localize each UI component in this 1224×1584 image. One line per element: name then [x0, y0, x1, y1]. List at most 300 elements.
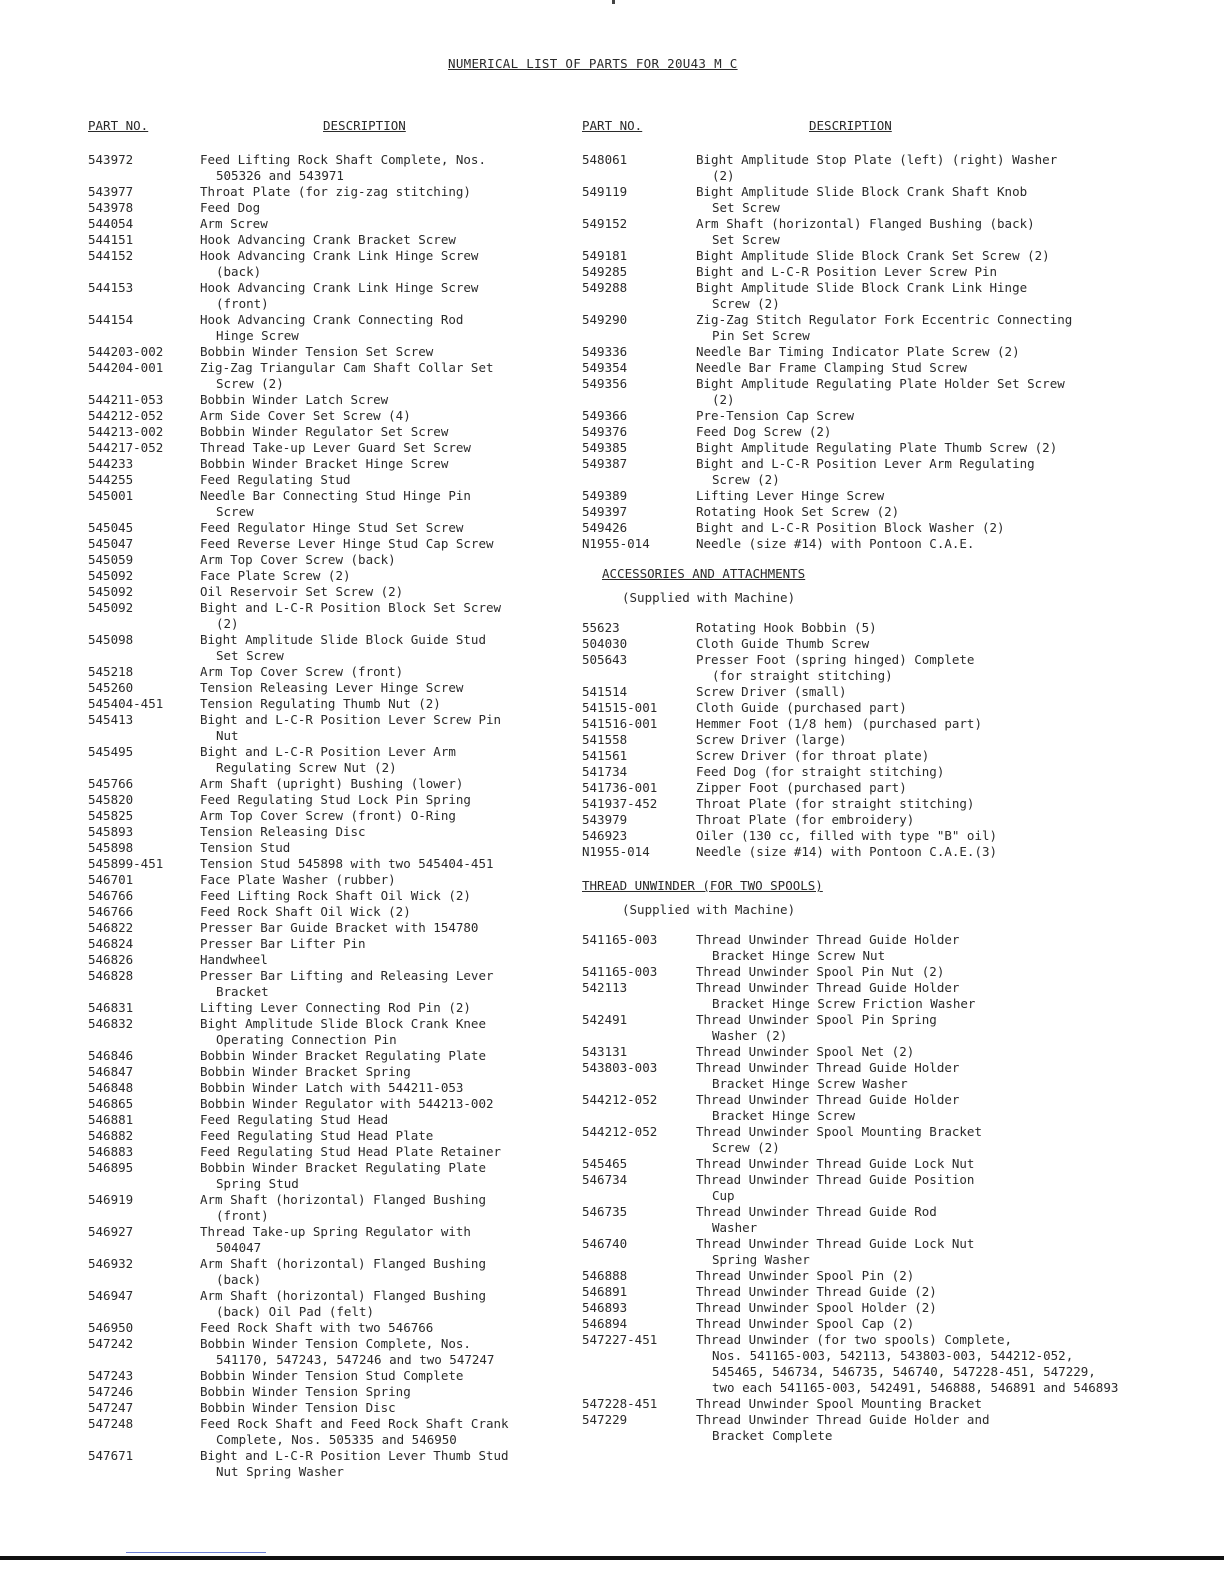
right-column: [582, 118, 1122, 1444]
part-row: [88, 840, 548, 856]
part-row: [88, 1336, 548, 1368]
description-line: Arm Shaft (horizontal) Flanged Bushing: [200, 1256, 486, 1271]
part-row: [582, 1012, 1122, 1044]
description-line: Thread Unwinder Thread Guide (2): [696, 1284, 937, 1299]
part-number: 547246: [88, 1384, 134, 1399]
part-description: [696, 796, 1122, 812]
part-row: [582, 456, 1122, 488]
part-number: 547248: [88, 1416, 134, 1431]
part-row: [88, 280, 548, 312]
description-continuation: Bracket: [216, 984, 269, 999]
part-row: [582, 964, 1122, 980]
description-continuation: (2): [712, 392, 735, 407]
part-number: 545825: [88, 808, 134, 823]
part-number: 546735: [582, 1204, 628, 1219]
left-header-row: [88, 118, 548, 152]
left-parts-list: [88, 152, 548, 1480]
left-column: [88, 118, 548, 1480]
description-line: Thread Unwinder Thread Guide Lock Nut: [696, 1156, 975, 1171]
description-line: Feed Rock Shaft and Feed Rock Shaft Crank: [200, 1416, 509, 1431]
description-continuation: Washer: [712, 1220, 758, 1235]
part-number: 545260: [88, 680, 134, 695]
part-number: 546766: [88, 888, 134, 903]
description-line: Hook Advancing Crank Connecting Rod: [200, 312, 464, 327]
part-row: [88, 1016, 548, 1048]
part-number: 544255: [88, 472, 134, 487]
description-line: Thread Unwinder Spool Mounting Bracket: [696, 1124, 982, 1139]
description-line: Lifting Lever Hinge Screw: [696, 488, 885, 503]
description-line: Needle (size #14) with Pontoon C.A.E.(3): [696, 844, 998, 859]
part-description: [200, 952, 548, 968]
part-row: [582, 344, 1122, 360]
description-line: Arm Top Cover Screw (back): [200, 552, 396, 567]
part-row: [88, 792, 548, 808]
description-continuation: (for straight stitching): [712, 668, 893, 683]
part-number: 541937-452: [582, 796, 658, 811]
description-continuation: Bracket Complete: [712, 1428, 833, 1443]
part-row: [88, 568, 548, 584]
part-number: 541736-001: [582, 780, 658, 795]
part-description: [696, 280, 1122, 312]
part-row: [88, 392, 548, 408]
part-description: [200, 1400, 548, 1416]
part-description: [696, 844, 1122, 860]
description-header: DESCRIPTION: [809, 118, 892, 133]
part-description: [200, 888, 548, 904]
part-description: [200, 216, 548, 232]
description-continuation: 541170, 547243, 547246 and two 547247: [216, 1352, 495, 1367]
part-row: [582, 360, 1122, 376]
part-number: 546865: [88, 1096, 134, 1111]
description-line: Bobbin Winder Bracket Regulating Plate: [200, 1160, 486, 1175]
part-description: [200, 744, 548, 776]
part-description: [696, 440, 1122, 456]
part-description: [200, 1224, 548, 1256]
description-line: Needle Bar Timing Indicator Plate Screw (2): [696, 344, 1020, 359]
part-number: 546824: [88, 936, 134, 951]
part-description: [696, 488, 1122, 504]
part-row: [582, 620, 1122, 636]
part-row: [88, 936, 548, 952]
description-line: Screw Driver (small): [696, 684, 847, 699]
description-continuation: (back): [216, 264, 262, 279]
description-line: Hook Advancing Crank Link Hinge Screw: [200, 280, 479, 295]
description-line: Face Plate Washer (rubber): [200, 872, 396, 887]
part-row: [582, 812, 1122, 828]
part-number: 549385: [582, 440, 628, 455]
right-header-row: [582, 118, 1122, 152]
description-line: Bobbin Winder Bracket Regulating Plate: [200, 1048, 486, 1063]
description-line: Bight and L-C-R Position Block Washer (2): [696, 520, 1005, 535]
description-line: Feed Regulating Stud Lock Pin Spring: [200, 792, 471, 807]
part-row: [88, 152, 548, 184]
part-description: [200, 1368, 548, 1384]
part-row: [88, 488, 548, 520]
description-line: Bight and L-C-R Position Lever Thumb Stud: [200, 1448, 509, 1463]
part-number: 55623: [582, 620, 620, 635]
part-no-header: PART NO.: [582, 118, 643, 133]
part-number: 541165-003: [582, 964, 658, 979]
part-row: [582, 1044, 1122, 1060]
part-row: [88, 216, 548, 232]
description-line: Feed Regulating Stud Head Plate: [200, 1128, 434, 1143]
part-description: [696, 1156, 1122, 1172]
part-row: [88, 1288, 548, 1320]
part-row: [582, 732, 1122, 748]
description-line: Feed Reverse Lever Hinge Stud Cap Screw: [200, 536, 494, 551]
part-description: [696, 1172, 1122, 1204]
part-number: 543131: [582, 1044, 628, 1059]
description-line: Zig-Zag Stitch Regulator Fork Eccentric Connecting: [696, 312, 1073, 327]
description-line: Cloth Guide (purchased part): [696, 700, 907, 715]
part-description: [696, 1300, 1122, 1316]
description-continuation: Bracket Hinge Screw Washer: [712, 1076, 908, 1091]
part-description: [200, 312, 548, 344]
part-description: [200, 1128, 548, 1144]
part-row: [88, 360, 548, 392]
description-line: Bight Amplitude Regulating Plate Holder Set Screw: [696, 376, 1065, 391]
part-description: [696, 536, 1122, 552]
description-continuation: (front): [216, 1208, 269, 1223]
description-line: Bobbin Winder Bracket Spring: [200, 1064, 411, 1079]
part-row: [88, 1384, 548, 1400]
part-description: [200, 776, 548, 792]
part-row: [582, 280, 1122, 312]
part-description: [200, 520, 548, 536]
part-number: 545092: [88, 584, 134, 599]
part-description: [200, 1384, 548, 1400]
part-description: [696, 1044, 1122, 1060]
part-row: [582, 312, 1122, 344]
description-line: Bobbin Winder Tension Complete, Nos.: [200, 1336, 471, 1351]
part-number: 547671: [88, 1448, 134, 1463]
part-row: [88, 440, 548, 456]
part-row: [582, 376, 1122, 408]
part-number: 545092: [88, 568, 134, 583]
description-continuation: Bracket Hinge Screw Friction Washer: [712, 996, 976, 1011]
part-description: [200, 1144, 548, 1160]
part-row: [88, 1448, 548, 1480]
part-description: [696, 1412, 1122, 1444]
description-line: Arm Top Cover Screw (front) O-Ring: [200, 808, 456, 823]
part-description: [200, 904, 548, 920]
part-row: [582, 1412, 1122, 1444]
part-number: 544152: [88, 248, 134, 263]
part-row: [582, 764, 1122, 780]
description-line: Feed Regulating Stud Head Plate Retainer: [200, 1144, 502, 1159]
part-row: [88, 1224, 548, 1256]
part-number: 546950: [88, 1320, 134, 1335]
part-number: 545413: [88, 712, 134, 727]
part-row: [88, 664, 548, 680]
part-number: 544151: [88, 232, 134, 247]
part-description: [200, 1288, 548, 1320]
part-number: 549376: [582, 424, 628, 439]
description-continuation: Operating Connection Pin: [216, 1032, 397, 1047]
description-line: Zig-Zag Triangular Cam Shaft Collar Set: [200, 360, 494, 375]
right-parts-list: [582, 152, 1122, 552]
description-line: Thread Unwinder Thread Guide Rod: [696, 1204, 937, 1219]
description-line: Presser Bar Lifting and Releasing Lever: [200, 968, 494, 983]
part-description: [696, 636, 1122, 652]
description-line: Bight Amplitude Slide Block Guide Stud: [200, 632, 486, 647]
description-continuation: Spring Stud: [216, 1176, 299, 1191]
description-line: Bight Amplitude Slide Block Crank Knee: [200, 1016, 486, 1031]
part-description: [200, 936, 548, 952]
part-description: [696, 312, 1122, 344]
description-line: Thread Unwinder Spool Cap (2): [696, 1316, 915, 1331]
part-row: [582, 1284, 1122, 1300]
part-number: 544153: [88, 280, 134, 295]
part-number: 542113: [582, 980, 628, 995]
description-line: Thread Unwinder Spool Net (2): [696, 1044, 915, 1059]
part-description: [200, 1448, 548, 1480]
description-line: Feed Regulating Stud: [200, 472, 351, 487]
part-row: [582, 1396, 1122, 1412]
part-row: [88, 552, 548, 568]
description-line: Thread Unwinder Thread Guide Lock Nut: [696, 1236, 975, 1251]
part-description: [200, 1160, 548, 1192]
part-row: [582, 536, 1122, 552]
part-description: [696, 504, 1122, 520]
part-number: 545899-451: [88, 856, 164, 871]
part-number: 546881: [88, 1112, 134, 1127]
part-row: [88, 680, 548, 696]
part-description: [696, 700, 1122, 716]
unwinder-list: [582, 932, 1122, 1444]
description-line: Feed Dog (for straight stitching): [696, 764, 945, 779]
description-continuation: Set Screw: [712, 200, 780, 215]
part-description: [200, 1192, 548, 1224]
part-description: [200, 680, 548, 696]
part-row: [582, 980, 1122, 1012]
part-row: [88, 824, 548, 840]
part-row: [582, 716, 1122, 732]
part-description: [696, 780, 1122, 796]
description-line: Needle Bar Connecting Stud Hinge Pin: [200, 488, 471, 503]
part-number: 544211-053: [88, 392, 164, 407]
part-row: [88, 696, 548, 712]
description-line: Tension Stud: [200, 840, 291, 855]
part-number: 545820: [88, 792, 134, 807]
part-row: [88, 456, 548, 472]
part-number: 546919: [88, 1192, 134, 1207]
part-row: [88, 920, 548, 936]
part-description: [696, 376, 1122, 408]
description-continuation: (front): [216, 296, 269, 311]
part-number: 546766: [88, 904, 134, 919]
description-line: Feed Regulator Hinge Stud Set Screw: [200, 520, 464, 535]
part-description: [696, 1332, 1122, 1396]
description-line: Thread Take-up Lever Guard Set Screw: [200, 440, 471, 455]
part-description: [200, 1320, 548, 1336]
part-description: [696, 684, 1122, 700]
part-number: 544213-002: [88, 424, 164, 439]
part-description: [200, 1080, 548, 1096]
description-continuation: Hinge Screw: [216, 328, 299, 343]
description-line: Thread Unwinder (for two spools) Complete,: [696, 1332, 1013, 1347]
description-line: Bight Amplitude Stop Plate (left) (right) Washer: [696, 152, 1058, 167]
description-line: Hook Advancing Crank Link Hinge Screw: [200, 248, 479, 263]
part-number: 541165-003: [582, 932, 658, 947]
description-line: Arm Side Cover Set Screw (4): [200, 408, 411, 423]
part-description: [200, 1000, 548, 1016]
part-number: 549354: [582, 360, 628, 375]
part-row: [88, 248, 548, 280]
description-continuation: Screw: [216, 504, 254, 519]
part-number: 546740: [582, 1236, 628, 1251]
description-line: Bobbin Winder Latch Screw: [200, 392, 389, 407]
part-row: [88, 1320, 548, 1336]
part-number: 547242: [88, 1336, 134, 1351]
part-row: [582, 408, 1122, 424]
description-continuation: Pin Set Screw: [712, 328, 810, 343]
part-row: [582, 1060, 1122, 1092]
scan-blue-line: [126, 1552, 266, 1553]
part-row: [88, 536, 548, 552]
part-number: 549397: [582, 504, 628, 519]
description-line: Feed Lifting Rock Shaft Complete, Nos.: [200, 152, 486, 167]
part-description: [200, 920, 548, 936]
part-description: [200, 696, 548, 712]
part-row: [582, 216, 1122, 248]
part-row: [582, 1124, 1122, 1156]
part-number: 543978: [88, 200, 134, 215]
part-row: [88, 1192, 548, 1224]
description-line: Feed Regulating Stud Head: [200, 1112, 389, 1127]
description-continuation: (2): [712, 168, 735, 183]
part-row: [88, 952, 548, 968]
part-description: [200, 1112, 548, 1128]
description-continuation: Screw (2): [216, 376, 284, 391]
part-number: 545898: [88, 840, 134, 855]
part-description: [696, 424, 1122, 440]
part-description: [696, 828, 1122, 844]
description-continuation: 504047: [216, 1240, 262, 1255]
part-number: 504030: [582, 636, 628, 651]
description-line: Thread Unwinder Spool Holder (2): [696, 1300, 937, 1315]
part-description: [200, 1016, 548, 1048]
part-description: [200, 712, 548, 744]
description-line: Feed Dog Screw (2): [696, 424, 832, 439]
part-row: [582, 264, 1122, 280]
page-bottom-border: [0, 1556, 1224, 1560]
description-line: Bobbin Winder Tension Stud Complete: [200, 1368, 464, 1383]
description-line: Cloth Guide Thumb Screw: [696, 636, 870, 651]
part-number: 544233: [88, 456, 134, 471]
description-line: Hemmer Foot (1/8 hem) (purchased part): [696, 716, 982, 731]
part-description: [200, 824, 548, 840]
part-description: [200, 472, 548, 488]
part-description: [696, 812, 1122, 828]
part-description: [696, 264, 1122, 280]
part-number: 549356: [582, 376, 628, 391]
description-line: Needle (size #14) with Pontoon C.A.E.: [696, 536, 975, 551]
description-line: Tension Releasing Lever Hinge Screw: [200, 680, 464, 695]
scan-mark: [612, 0, 615, 4]
description-line: Arm Shaft (horizontal) Flanged Bushing (back): [696, 216, 1035, 231]
part-row: [88, 632, 548, 664]
part-number: 547229: [582, 1412, 628, 1427]
part-number: 549152: [582, 216, 628, 231]
part-description: [200, 552, 548, 568]
part-number: 541516-001: [582, 716, 658, 731]
part-row: [582, 440, 1122, 456]
part-description: [200, 344, 548, 360]
part-description: [696, 932, 1122, 964]
part-row: [582, 780, 1122, 796]
description-line: Pre-Tension Cap Screw: [696, 408, 855, 423]
part-number: 546947: [88, 1288, 134, 1303]
part-number: 544054: [88, 216, 134, 231]
part-row: [88, 808, 548, 824]
part-number: 545059: [88, 552, 134, 567]
part-number: 547247: [88, 1400, 134, 1415]
part-number: 546701: [88, 872, 134, 887]
part-description: [200, 1064, 548, 1080]
description-line: Bobbin Winder Bracket Hinge Screw: [200, 456, 449, 471]
description-line: Bight and L-C-R Position Lever Arm: [200, 744, 456, 759]
part-number: 544217-052: [88, 440, 164, 455]
description-line: Presser Foot (spring hinged) Complete: [696, 652, 975, 667]
part-number: 546891: [582, 1284, 628, 1299]
description-continuation: Set Screw: [712, 232, 780, 247]
part-row: [88, 344, 548, 360]
part-description: [200, 1048, 548, 1064]
accessories-heading: ACCESSORIES AND ATTACHMENTS: [602, 566, 806, 581]
part-number: 549336: [582, 344, 628, 359]
description-line: Throat Plate (for zig-zag stitching): [200, 184, 471, 199]
part-row: [582, 636, 1122, 652]
description-continuation: (2): [216, 616, 239, 631]
description-line: Feed Rock Shaft with two 546766: [200, 1320, 434, 1335]
description-line: Bight and L-C-R Position Block Set Screw: [200, 600, 502, 615]
part-number: 546923: [582, 828, 628, 843]
part-row: [582, 828, 1122, 844]
part-description: [696, 980, 1122, 1012]
part-row: [582, 184, 1122, 216]
part-number: 546893: [582, 1300, 628, 1315]
description-line: Rotating Hook Set Screw (2): [696, 504, 900, 519]
part-number: 545001: [88, 488, 134, 503]
part-row: [582, 1204, 1122, 1236]
description-line: Bight Amplitude Slide Block Crank Link Hinge: [696, 280, 1028, 295]
part-number: 505643: [582, 652, 628, 667]
part-description: [200, 408, 548, 424]
part-row: [88, 184, 548, 200]
description-line: Feed Dog: [200, 200, 261, 215]
part-row: [88, 1080, 548, 1096]
page-title: NUMERICAL LIST OF PARTS FOR 20U43 M C: [448, 56, 738, 71]
description-line: Thread Unwinder Thread Guide Position: [696, 1172, 975, 1187]
description-line: Bight Amplitude Slide Block Crank Set Screw (2): [696, 248, 1050, 263]
part-description: [200, 1256, 548, 1288]
part-number: 545893: [88, 824, 134, 839]
description-line: Bight Amplitude Regulating Plate Thumb Screw (2): [696, 440, 1058, 455]
part-row: [582, 1236, 1122, 1268]
part-description: [696, 1012, 1122, 1044]
part-description: [696, 748, 1122, 764]
part-number: 546847: [88, 1064, 134, 1079]
part-description: [200, 1096, 548, 1112]
description-continuation: Bracket Hinge Screw Nut: [712, 948, 886, 963]
part-description: [696, 248, 1122, 264]
description-line: Tension Releasing Disc: [200, 824, 366, 839]
description-line: Rotating Hook Bobbin (5): [696, 620, 877, 635]
description-line: Lifting Lever Connecting Rod Pin (2): [200, 1000, 471, 1015]
part-number: 549366: [582, 408, 628, 423]
part-row: [88, 1256, 548, 1288]
